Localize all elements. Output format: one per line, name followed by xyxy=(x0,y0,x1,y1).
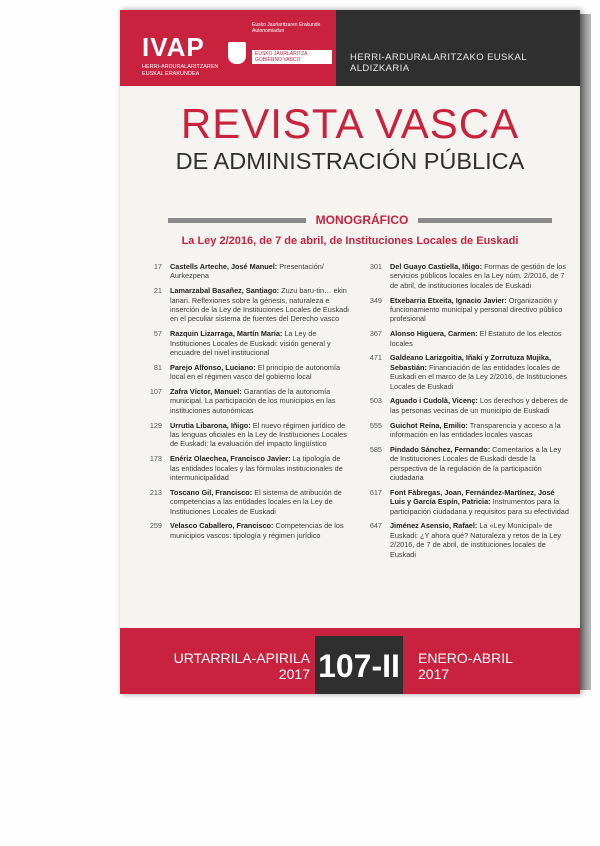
toc-author: Font Fàbregas, Joan, Fernández-Martínez, José Luis y García Espín, Patricia: xyxy=(390,487,555,507)
toc-author: Zafra Víctor, Manuel: xyxy=(170,387,242,397)
toc-article-title: Formas de gestión de los servicios públicos locales en la Ley núm. 2/2016, de 7 de abril, de instituciones locales de Euskadi xyxy=(390,262,567,290)
monographic-label: MONOGRÁFICO xyxy=(315,213,409,227)
toc-page-number: 585 xyxy=(369,444,382,454)
ivap-subtitle: HERRI-ARDURALARITZAREN EUSKAL ERAKUNDEA xyxy=(142,64,219,77)
toc-author: Guichot Reina, Emilio: xyxy=(390,420,468,430)
toc-article-title: Organización y funcionamiento municipal y personal directivo público profesional xyxy=(390,295,563,324)
toc-author: Enériz Olaechea, Francisco Javier: xyxy=(170,454,291,464)
toc-author: Velasco Caballero, Francisco: xyxy=(170,521,274,531)
toc-entry xyxy=(358,262,570,290)
gov-name-text: EUSKO JAURLARITZA GOBIERNO VASCO xyxy=(252,50,332,64)
toc-author: Pindado Sánchez, Fernando: xyxy=(390,444,491,454)
toc-page-number: 21 xyxy=(153,286,162,296)
toc-entry xyxy=(358,396,570,415)
toc-page-number: 617 xyxy=(369,487,382,497)
toc-page-number: 259 xyxy=(149,521,162,531)
toc-text xyxy=(390,296,570,324)
gov-top-text: Eusko Jaurlaritzaren Erakunde Autonomiadun xyxy=(252,22,321,34)
toc-text xyxy=(390,488,570,516)
toc-entry xyxy=(358,296,570,324)
toc-entry xyxy=(138,521,350,540)
toc-text xyxy=(390,353,570,391)
toc-author: Urrutia Libarona, Iñigo: xyxy=(170,420,251,430)
footer-right-year: 2017 xyxy=(418,666,450,682)
toc-entry xyxy=(138,329,350,357)
toc-page-number: 57 xyxy=(153,329,162,339)
toc-page-number: 555 xyxy=(369,420,382,430)
divider-right xyxy=(418,218,552,223)
journal-cover xyxy=(120,10,580,694)
toc-text xyxy=(390,396,570,415)
toc-page-number: 17 xyxy=(153,262,162,271)
toc-entry xyxy=(138,488,350,516)
toc-article-title: Zuzu baru-tin… ekin lanari. Reflexiones sobre la génesis, naturaleza e inserción de la Ley de Instituciones Locales de Euskadi en el peculiar sistema de fuentes del Derecho vasco xyxy=(170,286,349,324)
toc-article-title: El principio de autonomía local en el régimen vasco del gobierno local xyxy=(170,362,341,382)
toc-text xyxy=(390,445,570,483)
toc-text xyxy=(170,262,350,281)
toc-page-number: 647 xyxy=(369,521,382,531)
toc-article-title: El nuevo régimen jurídico de las lenguas oficiales en la Ley de Instituciones Locales de Euskadi: la evaluación del impacto lingüístico xyxy=(170,420,347,449)
ivap-logo: IVAP xyxy=(142,32,205,62)
toc-page-number: 107 xyxy=(149,387,162,397)
logo-block xyxy=(120,10,336,86)
toc-article-title: Financiación de las entidades locales de Euskadi en el marco de la Ley 2/2016, de Instituciones Locales de Euskadi xyxy=(390,362,567,391)
toc-article-title: Los derechos y deberes de las personas vecinas de un municipio de Euskadi xyxy=(390,396,568,415)
toc-author: Jiménez Asensio, Rafael: xyxy=(390,521,478,531)
toc-text xyxy=(170,454,350,482)
toc-author: Etxebarria Etxeita, Ignacio Javier: xyxy=(390,295,507,305)
header-band xyxy=(120,10,580,86)
toc-page-number: 471 xyxy=(369,353,382,363)
toc-entry xyxy=(358,488,570,516)
toc-text xyxy=(170,329,350,357)
journal-title: REVISTA VASCA xyxy=(180,100,520,147)
toc-right-column xyxy=(358,262,570,564)
toc-author: Razquin Lizarraga, Martín María: xyxy=(170,329,283,339)
footer-left xyxy=(156,650,310,682)
footer-right-months: ENERO-ABRIL xyxy=(418,650,513,666)
footer-right xyxy=(418,650,568,682)
toc-author: Alonso Higuera, Carmen: xyxy=(390,329,478,339)
toc-text xyxy=(170,387,350,415)
toc-text xyxy=(170,521,350,540)
toc-article-title: Presentación/ Aurkezpena xyxy=(170,262,324,281)
toc-article-title: La «Ley Municipal» de Euskadi: ¿Y ahora qué? Naturaleza y retos de la Ley 2/2016, de 7 de abril, de instituciones locales de Euskadi xyxy=(390,521,562,559)
footer-left-months: URTARRILA-APIRILA xyxy=(173,650,310,666)
footer-left-year: 2017 xyxy=(278,666,310,682)
government-logo xyxy=(228,22,332,78)
toc-entry xyxy=(138,454,350,482)
toc-article-title: El Estatuto de los electos locales xyxy=(390,329,562,348)
toc-page-number: 503 xyxy=(369,396,382,406)
toc-article-title: El sistema de atribución de competencias a las entidades locales en la Ley de Instituciones Locales de Euskadi xyxy=(170,487,342,516)
toc-article-title: Comentarios a la Ley de Instituciones Locales de Euskadi desde la perspectiva de la regulación de la participación ciudadana xyxy=(390,444,562,483)
toc-text xyxy=(390,329,570,348)
toc-entry xyxy=(358,329,570,348)
divider-left xyxy=(168,218,306,223)
toc-entry xyxy=(358,521,570,559)
toc-page-number: 173 xyxy=(149,454,162,464)
toc-text xyxy=(170,286,350,324)
toc-text xyxy=(170,488,350,516)
toc-author: Aguado i Cudolà, Vicenç: xyxy=(390,396,478,406)
toc-article-title: La tipología de las entidades locales y las fórmulas institucionales de intermunicipalidad xyxy=(170,454,343,483)
footer-band xyxy=(120,628,580,694)
toc-entry xyxy=(138,363,350,382)
toc-author: Parejo Alfonso, Luciano: xyxy=(170,362,256,372)
journal-subtitle: DE ADMINISTRACIÓN PÚBLICA xyxy=(175,148,525,174)
toc-author: Lamarzabal Basañez, Santiago: xyxy=(170,286,280,296)
toc-entry xyxy=(358,445,570,483)
toc-page-number: 213 xyxy=(149,487,162,497)
toc-author: Del Guayo Castiella, Iñigo: xyxy=(390,262,483,271)
toc-page-number: 349 xyxy=(369,295,382,305)
monographic-subtitle: La Ley 2/2016, de 7 de abril, de Instituciones Locales de Euskadi xyxy=(181,235,519,247)
toc-entry xyxy=(138,387,350,415)
shield-icon xyxy=(228,42,246,64)
journal-basque-name: HERRI-ARDURALARITZAKO EUSKAL ALDIZKARIA xyxy=(350,52,527,74)
toc-text xyxy=(170,421,350,449)
toc-author: Galdeano Larizgoitia, Iñaki y Zorrutuza Mujika, Sebastián: xyxy=(390,353,551,372)
toc-entry xyxy=(358,353,570,391)
toc-text xyxy=(390,521,570,559)
toc-page-number: 367 xyxy=(369,329,382,339)
toc-entry xyxy=(138,421,350,449)
issue-number: 107-II xyxy=(318,648,400,684)
toc-text xyxy=(390,421,570,440)
issue-box xyxy=(315,636,403,694)
toc-article-title: Instrumentos para la participación ciudadana y requisitos para su efectividad xyxy=(390,497,569,516)
toc-page-number: 81 xyxy=(153,362,162,372)
toc-article-title: La Ley de Instituciones Locales de Euskadi: visión general y encuadre del nivel institucional xyxy=(170,329,331,358)
toc-text xyxy=(170,363,350,382)
toc-left-column xyxy=(138,262,350,546)
toc-article-title: Competencias de los municipios vascos: tipología y régimen jurídico xyxy=(170,521,344,540)
toc-article-title: Garantías de la autonomía municipal. La participación de los municipios en las instituciones autonómicas xyxy=(170,387,336,415)
toc-author: Castells Arteche, José Manuel: xyxy=(170,262,278,271)
toc-page-number: 301 xyxy=(369,262,382,271)
toc-entry xyxy=(358,421,570,440)
toc-article-title: Transparencia y acceso a la información en las entidades locales vascas xyxy=(390,420,561,440)
toc-author: Toscano Gil, Francisco: xyxy=(170,487,253,497)
toc-page-number: 129 xyxy=(149,420,162,430)
toc-entry xyxy=(138,262,350,281)
toc-text xyxy=(390,262,570,290)
toc-entry xyxy=(138,286,350,324)
